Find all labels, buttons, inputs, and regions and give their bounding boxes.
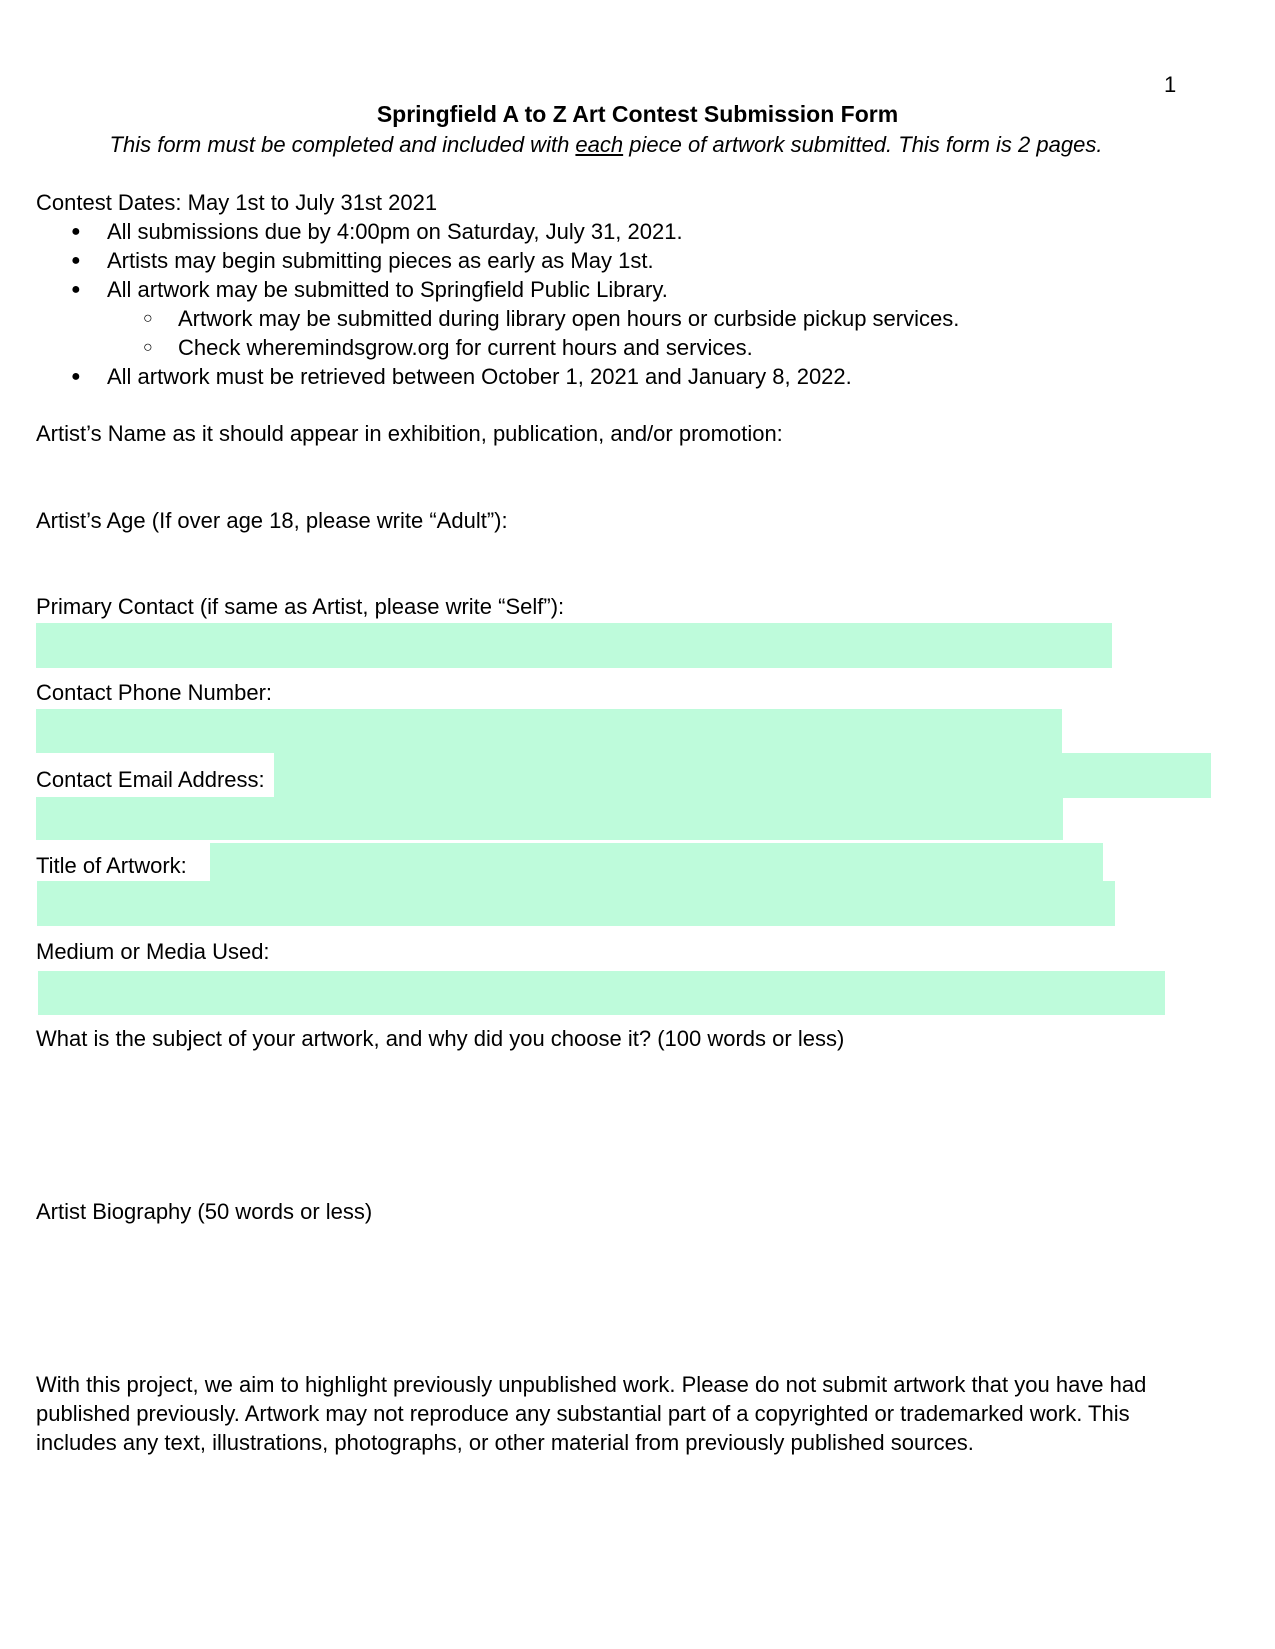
medium-field[interactable]	[38, 971, 1165, 1015]
contact-phone-field[interactable]	[36, 709, 1062, 753]
primary-contact-field[interactable]	[36, 623, 1112, 668]
bullet-icon: ●	[71, 368, 81, 385]
medium-label: Medium or Media Used:	[36, 939, 270, 964]
contact-email-label: Contact Email Address:	[36, 767, 265, 792]
bullet-item: All artwork must be retrieved between October 1, 2021 and January 8, 2022.	[107, 364, 852, 389]
subject-question-label: What is the subject of your artwork, and why did you choose it? (100 words or less)	[36, 1026, 845, 1051]
biography-label: Artist Biography (50 words or less)	[36, 1199, 373, 1224]
contest-dates: Contest Dates: May 1st to July 31st 2021	[36, 190, 438, 215]
title-of-artwork-field[interactable]	[37, 881, 1115, 926]
form-subtitle	[0, 130, 1212, 159]
sub-bullet-icon: ○	[143, 310, 153, 327]
artist-age-label: Artist’s Age (If over age 18, please write “Adult”):	[36, 508, 508, 533]
closing-paragraph-line: published previously. Artwork may not reproduce any substantial part of a copyrighted or trademarked work. This	[36, 1401, 1130, 1426]
bullet-icon: ●	[71, 223, 81, 240]
page-number: 1	[1164, 72, 1177, 97]
sub-bullet-icon: ○	[143, 339, 153, 356]
sub-bullet-item: Artwork may be submitted during library open hours or curbside pickup services.	[178, 306, 960, 331]
closing-paragraph-line: With this project, we aim to highlight previously unpublished work. Please do not submit artwork that you have had	[36, 1372, 1147, 1397]
closing-paragraph-line: includes any text, illustrations, photographs, or other material from previously published sources.	[36, 1430, 974, 1455]
bullet-icon: ●	[71, 281, 81, 298]
contact-email-field-inline[interactable]	[274, 753, 1211, 798]
closing-paragraph	[36, 1370, 1236, 1457]
subtitle-underlined-word: each	[575, 132, 624, 157]
title-of-artwork-field-inline[interactable]	[210, 843, 1103, 881]
form-title: Springfield A to Z Art Contest Submission Form	[376, 101, 899, 127]
sub-bullet-item: Check wheremindsgrow.org for current hours and services.	[178, 335, 753, 360]
bullet-item: All artwork may be submitted to Springfield Public Library.	[107, 277, 668, 302]
bullet-item: Artists may begin submitting pieces as early as May 1st.	[107, 248, 654, 273]
artist-name-label: Artist’s Name as it should appear in exhibition, publication, and/or promotion:	[36, 421, 783, 446]
primary-contact-label: Primary Contact (if same as Artist, please write “Self”):	[36, 594, 565, 619]
contact-phone-label: Contact Phone Number:	[36, 680, 273, 705]
title-of-artwork-label: Title of Artwork:	[36, 853, 187, 878]
subtitle-after: piece of artwork submitted. This form is 2 pages.	[623, 132, 1103, 157]
bullet-item: All submissions due by 4:00pm on Saturday, July 31, 2021.	[107, 219, 683, 244]
contact-email-field[interactable]	[36, 797, 1063, 840]
subtitle-before: This form must be completed and included with	[109, 132, 576, 157]
bullet-icon: ●	[71, 252, 81, 269]
